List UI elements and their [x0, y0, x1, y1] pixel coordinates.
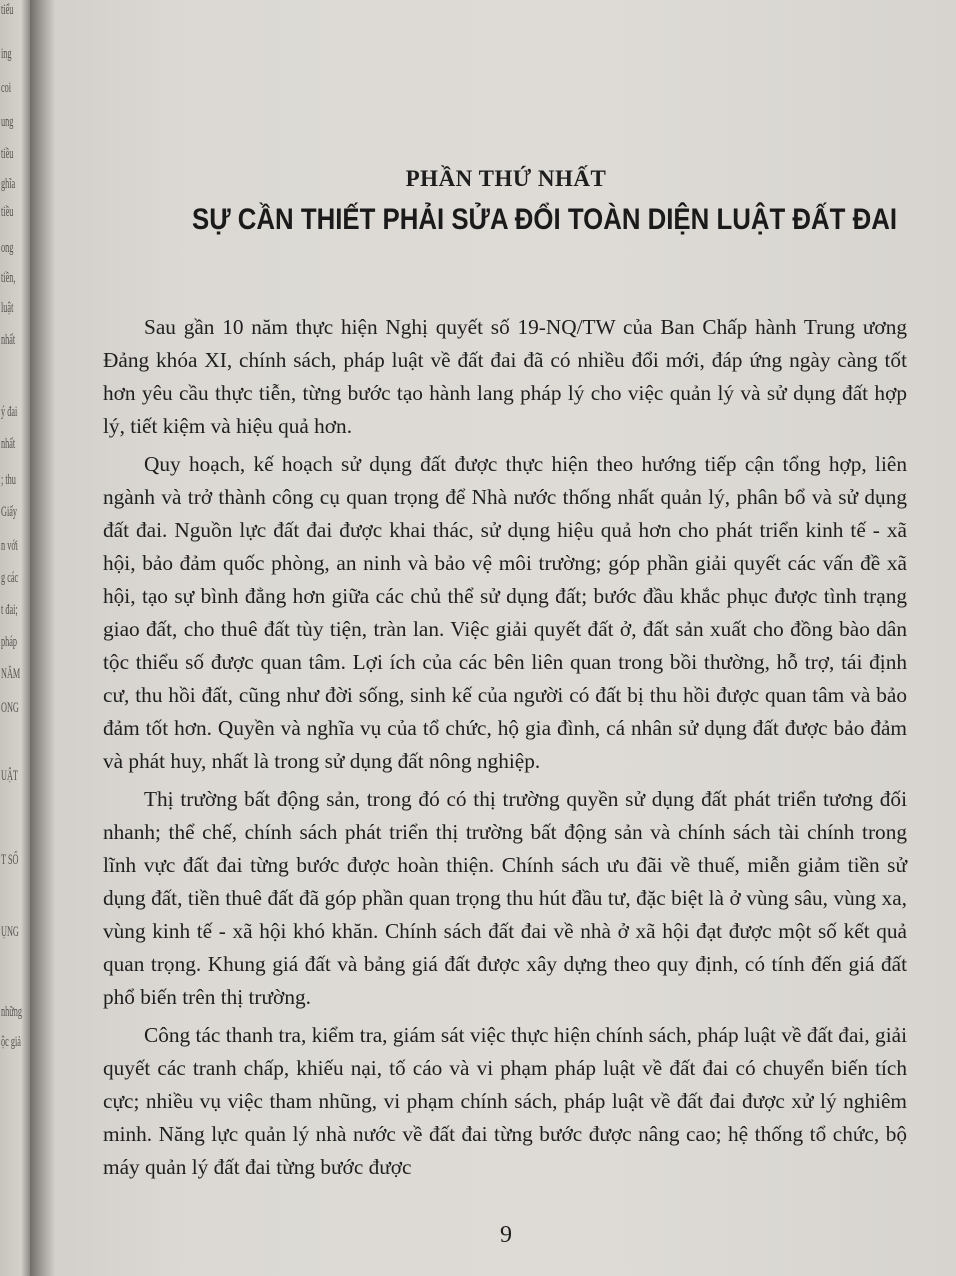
adjacent-page-fragment: ing — [1, 46, 12, 62]
adjacent-page-fragment: T SỐ — [1, 852, 19, 868]
adjacent-page-fragment: ung — [1, 114, 14, 130]
adjacent-page-fragment: tiền, — [1, 270, 16, 286]
adjacent-page-fragment: ỤNG — [1, 924, 19, 940]
book-page — [56, 0, 956, 1276]
adjacent-page-fragment: ; thu — [1, 472, 16, 488]
adjacent-page-fragment: ONG — [1, 700, 19, 716]
paragraph: Công tác thanh tra, kiểm tra, giám sát việc thực hiện chính sách, pháp luật về đất đai, giải quyết các tranh chấp, khiếu nại, tố cáo và vi phạm pháp luật về đất đai có chuyển biến tích cực; nhiều vụ việc tham nhũng, vi phạm chính sách, pháp luật về đất đai được xử lý nghiêm minh. Năng lực quản lý nhà nước về đất đai từng bước được nâng cao; hệ thống tổ chức, bộ máy quản lý đất đai từng bước được — [103, 1023, 907, 1179]
adjacent-page-fragment: coi — [1, 80, 12, 96]
adjacent-page-fragment: UẬT — [1, 768, 18, 784]
adjacent-page-fragment: tiều — [1, 204, 14, 220]
adjacent-page-fragment: NĂM — [1, 666, 21, 682]
adjacent-page-fragment: Giấy — [1, 504, 18, 520]
adjacent-page-fragment: n với — [1, 538, 18, 554]
adjacent-page-fragment: pháp — [1, 634, 18, 650]
adjacent-page-fragment: nhất — [1, 332, 16, 348]
chapter-title: SỰ CẦN THIẾT PHẢI SỬA ĐỔI TOÀN DIỆN LUẬT ĐẤT ĐAI — [192, 203, 898, 236]
adjacent-page-fragment: nhất — [1, 436, 16, 452]
part-title: PHẦN THỨ NHẤT — [405, 166, 607, 191]
adjacent-page-fragment: ong — [1, 240, 14, 256]
body-text — [103, 311, 907, 1189]
adjacent-page-fragment: tiều — [1, 146, 14, 162]
paragraph: Sau gần 10 năm thực hiện Nghị quyết số 19-NQ/TW của Ban Chấp hành Trung ương Đảng khóa XI, chính sách, pháp luật về đất đai đã có nhiều đổi mới, đáp ứng ngày càng tốt hơn yêu cầu thực tiễn, từng bước tạo hành lang pháp lý cho việc quản lý và sử dụng đất hợp lý, tiết kiệm và hiệu quả hơn. — [103, 315, 907, 438]
adjacent-page-fragment: t đai; — [1, 602, 18, 618]
adjacent-page-fragment: ghĩa — [1, 176, 16, 192]
adjacent-page-fragment: ý đai — [1, 404, 18, 420]
page-number: 9 — [500, 1222, 512, 1248]
paragraph: Thị trường bất động sản, trong đó có thị trường quyền sử dụng đất phát triển tương đối nhanh; thể chế, chính sách phát triển thị trường bất động sản và chính sách tài chính trong lĩnh vực đất đai từng bước được hoàn thiện. Chính sách ưu đãi về thuế, miễn giảm tiền sử dụng đất, tiền thuê đất đã góp phần quan trọng thu hút đầu tư, đặc biệt là ở vùng sâu, vùng xa, vùng kinh tế - xã hội khó khăn. Chính sách đất đai về nhà ở xã hội đạt được một số kết quả quan trọng. Khung giá đất và bảng giá đất được xây dựng theo quy định, có tính đến giá đất phổ biến trên thị trường. — [103, 787, 907, 1009]
adjacent-page-fragment: luật — [1, 300, 14, 316]
adjacent-page-fragment: g các — [1, 570, 19, 586]
paragraph: Quy hoạch, kế hoạch sử dụng đất được thực hiện theo hướng tiếp cận tổng hợp, liên ngành và trở thành công cụ quan trọng để Nhà nước thống nhất quản lý, phân bổ và sử dụng đất đai. Nguồn lực đất đai được khai thác, sử dụng hiệu quả hơn cho phát triển kinh tế - xã hội, bảo đảm quốc phòng, an ninh và bảo vệ môi trường; góp phần giải quyết các vấn đề xã hội, tạo sự bình đẳng hơn giữa các chủ thể sử dụng đất; bước đầu khắc phục được tình trạng giao đất, cho thuê đất tùy tiện, tràn lan. Việc giải quyết đất ở, đất sản xuất cho đồng bào dân tộc thiểu số được quan tâm. Lợi ích của các bên liên quan trong bồi thường, hỗ trợ, tái định cư, thu hồi đất, cũng như đời sống, sinh kế của người có đất bị thu hồi được quan tâm và bảo đảm tốt hơn. Quyền và nghĩa vụ của tổ chức, hộ gia đình, cá nhân sử dụng đất được bảo đảm và phát huy, nhất là trong sử dụng đất nông nghiệp. — [103, 452, 907, 773]
adjacent-page-edge — [0, 0, 30, 1276]
adjacent-page-fragment: tiểu — [1, 2, 14, 18]
adjacent-page-fragment: những — [1, 1004, 22, 1020]
book-spine-gutter — [30, 0, 56, 1276]
adjacent-page-fragment: ộc giả — [1, 1034, 21, 1050]
